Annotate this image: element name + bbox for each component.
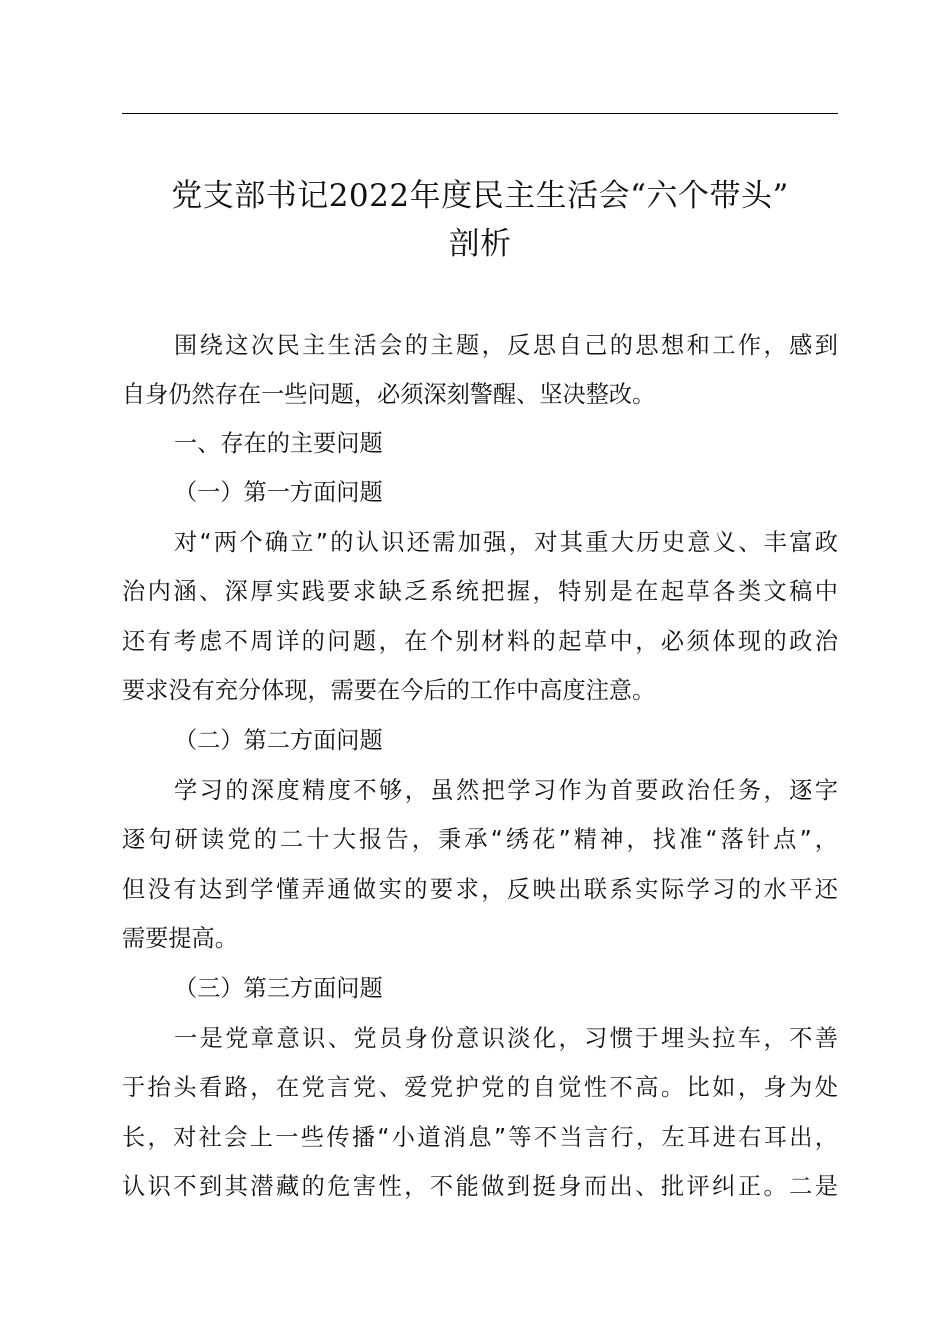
sub2-line-1: 学习的深度精度不够，虽然把学习作为首要政治任务，逐字 <box>174 777 838 804</box>
sub1-line-1: 对“两个确立”的认识还需加强，对其重大历史意义、丰富政 <box>174 529 838 556</box>
intro-line-1: 围绕这次民主生活会的主题，反思自己的思想和工作，感到 <box>174 332 838 359</box>
sub3-line-1: 一是党章意识、党员身份意识淡化，习惯于埋头拉车，不善 <box>174 1025 838 1052</box>
sub1-line-3: 还有考虑不周详的问题，在个别材料的起草中，必须体现的政治 <box>122 628 838 655</box>
document-title-line-1: 党支部书记2022年度民主生活会“六个带头” <box>171 178 789 214</box>
sub1-line-2: 治内涵、深厚实践要求缺乏系统把握，特别是在起草各类文稿中 <box>122 578 838 605</box>
sub2-line-3: 但没有达到学懂弄通做实的要求，反映出联系实际学习的水平还 <box>122 876 838 903</box>
sub3-line-3: 长，对社会上一些传播“小道消息”等不当言行，左耳进右耳出， <box>122 1124 838 1151</box>
subsection-heading-3: （三）第三方面问题 <box>174 975 383 1002</box>
intro-line-2: 自身仍然存在一些问题，必须深刻警醒、坚决整改。 <box>122 381 656 408</box>
sub3-line-4: 认识不到其潜藏的危害性，不能做到挺身而出、批评纠正。二是 <box>122 1173 838 1200</box>
sub3-line-2: 于抬头看路，在党言党、爱党护党的自觉性不高。比如，身为处 <box>122 1074 838 1101</box>
subsection-heading-1: （一）第一方面问题 <box>174 479 383 506</box>
sub1-line-4: 要求没有充分体现，需要在今后的工作中高度注意。 <box>122 677 656 704</box>
sub2-line-4: 需要提高。 <box>122 925 238 952</box>
header-rule <box>122 113 838 114</box>
sub2-line-2: 逐句研读党的二十大报告，秉承“绣花”精神，找准“落针点”， <box>122 826 838 853</box>
section-heading-main-problems: 一、存在的主要问题 <box>174 430 383 457</box>
document-title-line-2: 剖析 <box>448 226 512 262</box>
subsection-heading-2: （二）第二方面问题 <box>174 727 383 754</box>
